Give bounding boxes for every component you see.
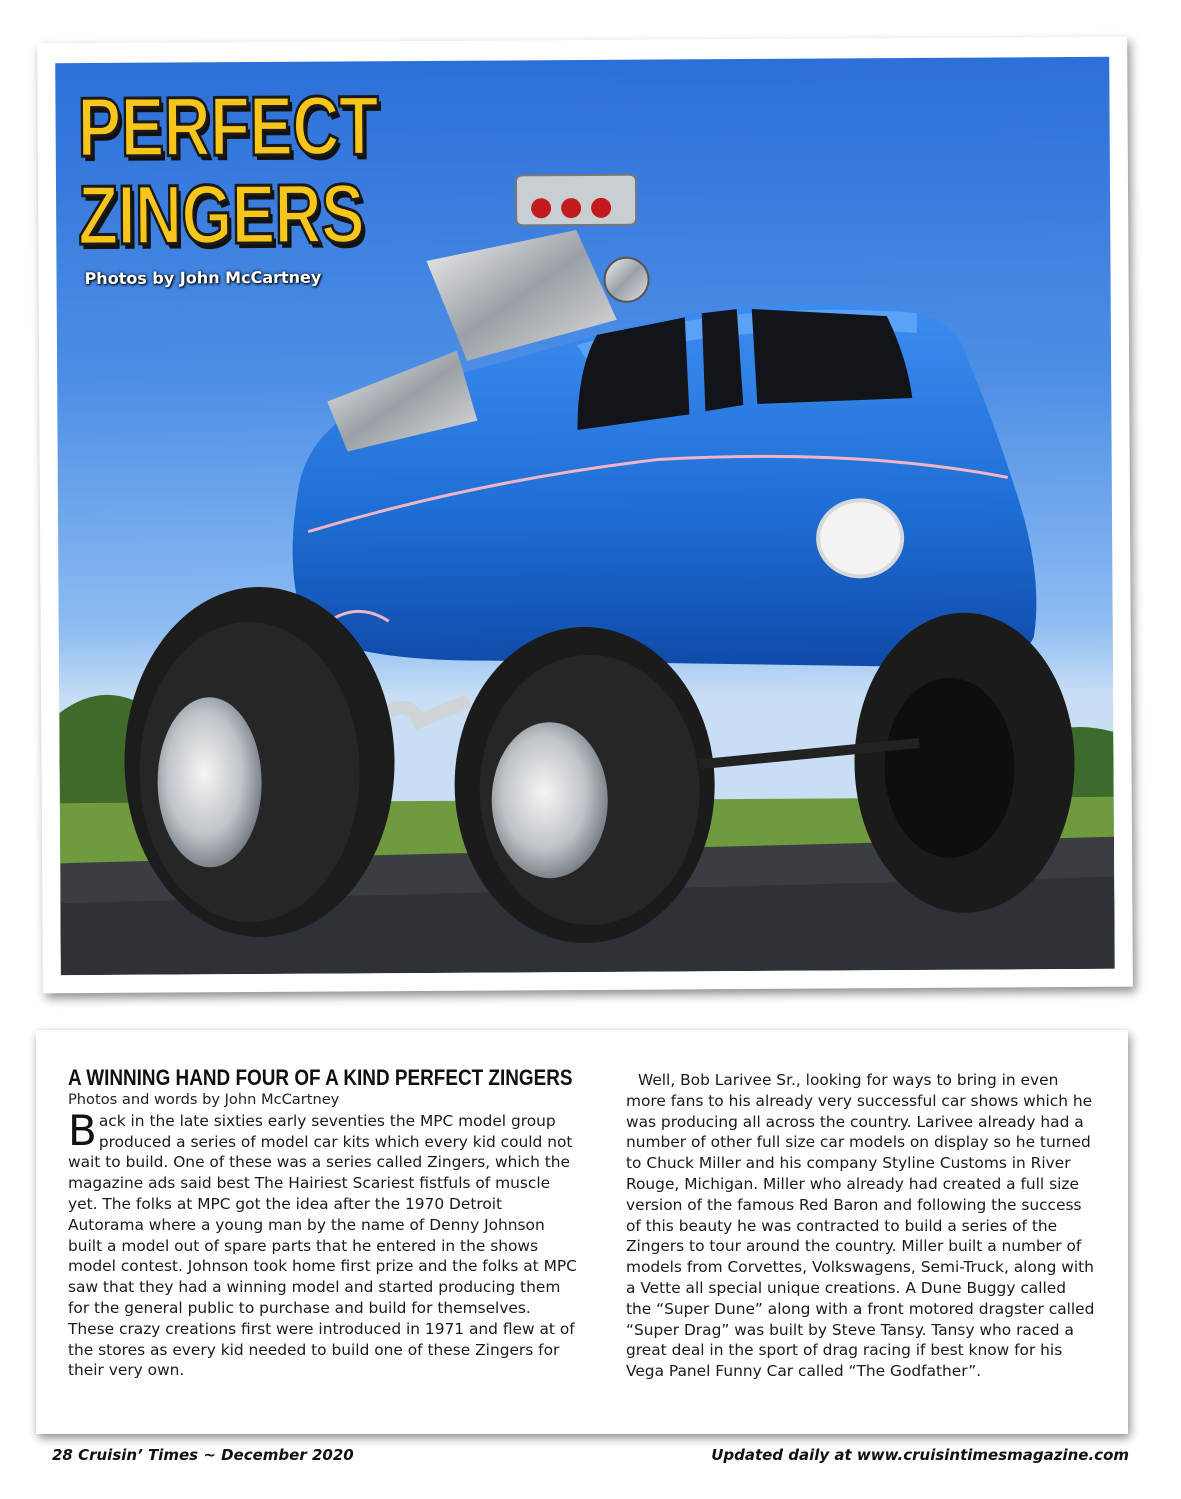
- headline-line-1: PERFECT: [77, 78, 379, 175]
- article-column-left: [68, 1066, 578, 1381]
- footer-website: Updated daily at www.cruisintimesmagazine.com: [711, 1446, 1129, 1464]
- photo-credit: Photos by John McCartney: [84, 267, 322, 289]
- wheel: [454, 626, 716, 944]
- article-paragraph-1: [68, 1105, 578, 1381]
- headlight: [818, 500, 902, 577]
- feature-photo-card: [37, 37, 1133, 994]
- article-paragraph-2: Well, Bob Larivee Sr., looking for ways to bring in even more fans to his already very successful car shows which he was producing all across the country. Larivee already had a number of other full size car models on display so he turned to Chuck Miller and his company Styline Customs in River Rouge, Michigan. Miller who already had created a full size version of the famous Red Baron and following the success of this beauty he was contracted to build a series of the Zingers to tour around the country. Miller built a number of models from Corvettes, Volkswagens, Semi-Truck, along with a Vette all special unique creations. A Dune Buggy called the “Super Dune” along with a front motored dragster called “Super Drag” was built by Steve Tansy. Tansy who raced a great deal in the sport of drag racing if best know for his Vega Panel Funny Car called “The Godfather”.: [626, 1071, 1095, 1381]
- headline-line-2: ZINGERS: [77, 166, 365, 263]
- article-card: [36, 1030, 1128, 1434]
- van-window: [702, 309, 744, 411]
- article-byline: Photos and words by John McCartney: [68, 1091, 340, 1108]
- feature-headline: [77, 78, 379, 263]
- feature-photo: [55, 57, 1115, 975]
- paragraph-1-text: ack in the late sixties early seventies the MPC model group produced a series of model car kits which every kid could not wait to build. One of these was a series called Zingers, which the magazine ads said best The Hairiest Scariest fistfuls of muscle yet. The folks at MPC got the idea after the 1970 Detroit Autorama where a young man by the name of Denny Johnson built a model out of spare parts that he entered in the shows model contest. Johnson took home first prize and the folks at MPC saw that they had a winning model and started producing them for the general public to purchase and build for themselves. These crazy creations first were introduced in 1971 and flew at of the stores as every kid needed to build one of these Zingers for their very own.: [68, 1111, 577, 1380]
- wheel: [854, 612, 1076, 913]
- article-column-right: [626, 1070, 1096, 1382]
- dropcap: B: [68, 1105, 97, 1155]
- van-window: [577, 317, 690, 430]
- footer-page-info: 28 Cruisin’ Times ~ December 2020: [52, 1446, 354, 1464]
- van-window: [752, 308, 913, 404]
- wheel: [123, 586, 395, 938]
- article-title: A WINNING HAND FOUR OF A KIND PERFECT ZINGERS: [68, 1065, 573, 1090]
